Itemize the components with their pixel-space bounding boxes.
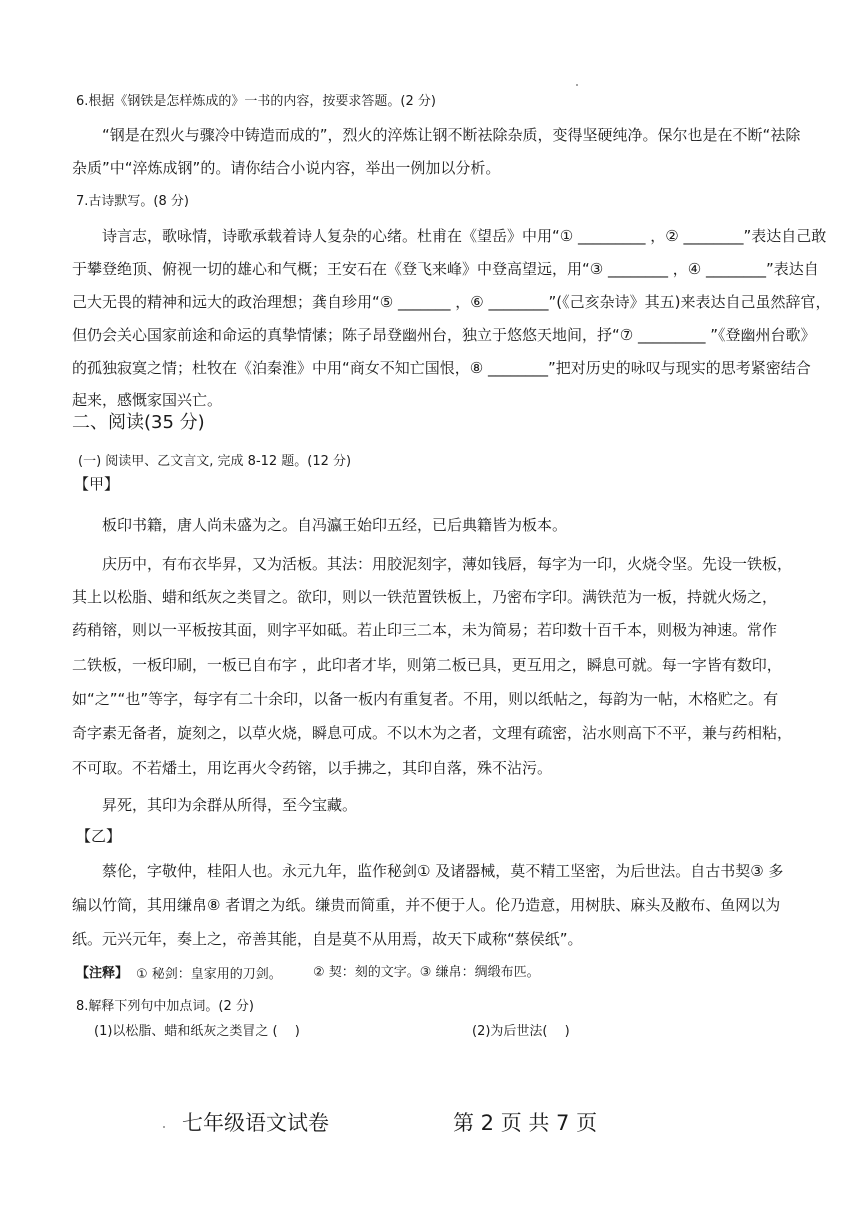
notes-label: 【注释】 (76, 966, 129, 981)
passage-jia-line: 其上以松脂、蜡和纸灰之类冒之。欲印，则以一铁范置铁板上，乃密布字印。满铁范为一板，持就火炀之， (72, 588, 778, 606)
question-7-line: 己大无畏的精神和远大的政治理想；龚自珍用“⑤ _______ ，⑥ ________”(《己亥杂诗》其五)来表达自己虽然辞官， (72, 293, 831, 311)
question-6-title: 6.根据《钢铁是怎样炼成的》一书的内容，按要求答题。(2 分) (76, 94, 436, 109)
passage-jia-line: 二铁板，一板印刷，一板已自布字 ，此印者才毕，则第二板已具，更互用之，瞬息可就。每一字皆有数印， (72, 656, 782, 674)
passage-jia-label: 【甲】 (74, 475, 120, 493)
passage-jia-line: 如“之”“也”等字，每字有二十余印，以备一板内有重复者。不用，则以纸帖之，每韵为一帖，木格贮之。有 (72, 690, 779, 708)
passage-yi-line: 蔡伦，字敬仲，桂阳人也。永元九年，监作秘剑① 及诸器械，莫不精工坚密，为后世法。自古书契③ 多 (102, 862, 784, 880)
question-7-title: 7.古诗默写。(8 分) (76, 194, 189, 209)
note-2: ② 契：刻的文字。③ 缣帛：绸缎布匹。 (313, 965, 540, 980)
passage-jia-line: 昇死，其印为余群从所得，至今宝藏。 (102, 796, 358, 814)
passage-jia-line: 奇字素无备者，旋刻之，以草火烧，瞬息可成。不以木为之者，文理有疏密，沾水则高下不平，兼与药相粘， (72, 724, 793, 742)
passage-yi-line: 纸。元兴元年，奏上之，帝善其能，自是莫不从用焉，故天下咸称“蔡侯纸”。 (72, 930, 583, 948)
question-7-line: 诗言志，歌咏情，诗歌承载着诗人复杂的心绪。杜甫在《望岳》中用“① _________ ，② ________”表达自己敢 (102, 227, 827, 245)
question-7-line: 的孤独寂寞之情；杜牧在《泊秦淮》中用“商女不知亡国恨，⑧ ________”把对历史的咏叹与现实的思考紧密结合 (72, 359, 811, 377)
question-7-line: 于攀登绝顶、俯视一切的雄心和气概；王安石在《登飞来峰》中登高望远，用“③ ________ ，④ ________”表达自 (72, 260, 819, 278)
footer-page-info: 第 2 页 共 7 页 (453, 1111, 598, 1135)
passage-jia-line: 板印书籍，唐人尚未盛为之。自冯瀛王始印五经，已后典籍皆为板本。 (102, 516, 568, 534)
scan-dot (163, 1126, 165, 1128)
question-6-line: “钢是在烈火与骤冷中铸造而成的”，烈火的淬炼让钢不断祛除杂质，变得坚硬纯净。保尔也是在不断“祛除 (102, 126, 801, 144)
section-sub-heading: (一) 阅读甲、乙文言文, 完成 8-12 题。(12 分) (78, 454, 352, 469)
question-8-item-2: (2)为后世法( ) (472, 1024, 570, 1039)
question-8-title: 8.解释下列句中加点词。(2 分) (76, 999, 254, 1014)
footer-exam-title: 七年级语文试卷 (182, 1111, 329, 1135)
question-8-item-1: (1)以松脂、蜡和纸灰之类冒之 ( ) (94, 1024, 300, 1039)
passage-jia-line: 药稍镕，则以一平板按其面，则字平如砥。若止印三二本，未为简易；若印数十百千本，则极为神速。常作 (72, 621, 778, 639)
passage-yi-label: 【乙】 (76, 827, 122, 845)
question-7-line: 但仍会关心国家前途和命运的真挚情愫；陈子昂登幽州台，独立于悠悠天地间，抒“⑦ _________ ”《登幽州台歌》 (72, 326, 816, 344)
passage-jia-line: 不可取。不若燔土，用讫再火令药镕，以手拂之，其印自落，殊不沾污。 (72, 759, 553, 777)
passage-jia-line: 庆历中，有布衣毕昇，又为活板。其法：用胶泥刻字，薄如钱唇，每字为一印，火烧令坚。先设一铁板， (102, 555, 793, 573)
question-6-line: 杂质”中“淬炼成钢”的。请你结合小说内容，举出一例加以分析。 (72, 159, 501, 177)
question-7-line: 起来，感慨家国兴亡。 (72, 391, 223, 409)
passage-yi-line: 编以竹简，其用缣帛⑧ 者谓之为纸。缣贵而简重，并不便于人。伦乃造意，用树肤、麻头及敝布、鱼网以为 (72, 896, 781, 914)
note-1: ① 秘剑：皇家用的刀剑。 (136, 967, 282, 982)
section-heading: 二、阅读(35 分) (72, 412, 205, 433)
scan-dot (576, 84, 578, 86)
